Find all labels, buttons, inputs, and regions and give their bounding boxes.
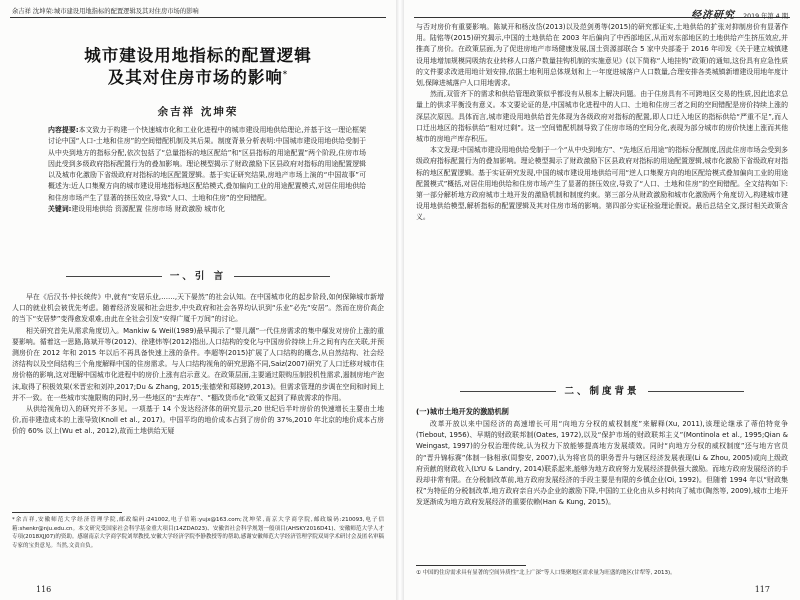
keywords-label: 关键词: xyxy=(48,205,72,214)
body-paragraph: 本文发现:中国城市建设用地供给受制于一个“从中央到地方”、“先地区后用途”的指标分配制度,因此住房市场会受到多级政府指标配置行为的叠加影响。理论模型揭示了财政激励下区县政府对指标的用途配置逻辑,城市化激励下省级政府对指标的地区配置逻辑。基于实证研究发现,中国的城市建设用地供给可用“逆人口集聚方向的地区配给模式叠加偏向工业的用途配置模式”概括,对居住用地供给和住房市场产生了显著的挤压效应,导致了“人口、土地和住房”的空间错配。全文结构如下:第一部分解析地方政府城市土地开发的激励机制和制度约束。第三部分从财政激励和城市化激励两个角度切入,构建城市建设用地供给模型,解析指标的配置逻辑及其对住房市场的影响。第四部分实证检验理论假说。最后总结全文,探讨相关政策含义。 xyxy=(416,146,788,222)
journal-name: 经济研究 xyxy=(691,10,736,21)
background-body xyxy=(416,404,788,509)
body-paragraph: 与否对房价有重要影响。陈斌开和杨汝岱(2013)以及范剑勇等(2015)的研究都证实,土地供给的扩张对抑制房价有显著作用。陆铭等(2015)研究揭示,中国的土地供给在 2003 年后偏向了中西部地区,从而对东部地区的土地供给产生挤压效应,并推高了房价。在政策层面,为了促进房地产市场健康发展,国土资源部联合 5 家中央部委于 2016 年印发《关于建立城镇建设用地增加规模同吸纳农业转移人口落户数量挂钩机制的实施意见》(以下简称“人地挂钩”政策)的通知,这份具有应急性质的文件要求改进用地计划安排,依据土地利用总体规划和上一年度进城落户人口数量,合理安排各类城镇新增建设用地年度计划,保障进城落户人口用地需求。 xyxy=(416,23,788,88)
author-footnote: *余吉祥,安徽师范大学经济管理学院,邮政编码:241002,电子信箱:yujx@163.com;沈坤荣,南京大学商学院,邮政编码:210093,电子信箱:shenkr@nju.edu.cn。本文研究受国家社会科学基金重大项目(14ZDA023)、安徽省社会科学规划一般项目(AHSKY2016D41)、安徽师范大学人才专项(2018XJJ07)的资助。感谢南京大学商学院刘翠教授,安徽大学经济学院李静教授等的帮助,感谢安徽师范大学经济管理学院双周学术研讨会及匿名审稿专家的宝贵意见。当然,文责自负。 xyxy=(12,517,384,549)
section-title-intro xyxy=(0,268,396,282)
page-footnote: ① 中国的住房需求具有显著的空间异质性“北上广深”等人口集聚地区需求量为旺盛的地区(甘犁等, 2013)。 xyxy=(416,570,676,576)
continued-body xyxy=(416,22,788,224)
section-rule-left xyxy=(460,391,556,392)
article-title-line1: 城市建设用地指标的配置逻辑 xyxy=(84,46,312,65)
intro-paragraph: 从供给视角切入的研究并不多见。一项基于 14 个发达经济体的研究显示,20 世纪后半叶房价的快速增长主要由土地价,而非建造成本的上涨导致(Knoll et al., 2017)。中国平均的地价成本占到了房价的 37%,2010 年北京的地价成本占房价的 60% 以上(Wu et al., 2012),故而土地供给无疑 xyxy=(12,405,384,436)
body-paragraph: 改革开放以来中国经济的高速增长可用“向地方分权的威权制度”来解释(Xu, 2011),该理论继承了蒂伯特竞争(Tiebout, 1956)、早期的财政联邦制(Oates, 1972),以及“保护市场的财政联邦主义”(Montinola et al., 1995;Qian & Weingast, 1997)的分权治理传统,认为权力下放能够提高地方发展绩效。同时“向地方分权的威权制度”还与地方官员的“晋升锦标赛”体制一脉相承(周黎安, 2007),认为将官员的职务晋升与辖区经济发展表现(Li & Zhou, 2005)或向上级政府贡献的财政收入(LYU & Landry, 2014)联系起来,能够为地方政府努力发展经济提供强大激励。而地方政府发展经济的手段却非常有限。在分税制改革前,地方政府发展经济的手段主要是有限的乡镇企业(Oi, 1992)。但随着 1994 年以“财政集权”为特征的分税制改革,地方政府亲自兴办企业的激励下降,中国的工业化由从乡村转向了城市(陶然等, 2009),城市土地开发逐渐成为地方政府发展经济的重要依赖(Han & Kung, 2015)。 xyxy=(416,420,788,507)
abstract xyxy=(48,125,366,215)
section-title-intro-text: 一、引 言 xyxy=(169,271,227,282)
left-page xyxy=(0,0,396,600)
keywords-text: 建设用地供给 资源配置 住房市场 财政激励 城市化 xyxy=(71,205,225,214)
article-title-line2 xyxy=(0,64,396,88)
abstract-text: 本文致力于构建一个快速城市化和工业化进程中的城市建设用地供给理论,并基于这一理论框架讨论中国“人口-土地和住房”的空间错配机制及其后果。制度背景分析表明:中国城市建设用地供给受制于从中央到地方的指标分配,依次包括了“总量指标的地区配给”和“区县指标的用途配置”两个阶段,住房市场因此受到多级政府指标配置行为的叠加影响。理论模型揭示了财政激励下区县政府对指标的用途配置逻辑以及城市化激励下省级政府对指标的地区配置逻辑。基于实证研究结果,房地产市场上演的“中国故事”可概述为:近人口集聚方向的城市建设用地指标地区配给模式,叠加偏向工业的用途配置模式,对居住用地供给和住房市场产生了显著的挤压效应,导致“人口、土地和住房”的空间错配。 xyxy=(48,126,366,202)
page-number: 116 xyxy=(36,585,52,594)
title-footnote-mark: * xyxy=(282,68,289,79)
authors: 余吉祥 沈坤荣 xyxy=(157,106,239,118)
section-rule-left xyxy=(66,276,162,277)
body-paragraph: 然而,双管齐下的需求和供给管理政策似乎都没有从根本上解决问题。由于住房具有不可跨地区交易的性质,因此追求总量上的供求平衡没有意义。本文要论证的是,中国城市化进程中的人口、土地和住房三者之间的空间错配是房价持续上涨的深层次原因。具体而言,城市建设用地供给首先体现为各级政府对指标的配置,即人口迁入地区的指标供给“严重不足”,而人口迁出地区的指标供给“相对过剩”。这一空间错配机制导致了住房市场的空间分化,表现为部分城市的房价快速上涨而其他城市的房地产库存积压。 xyxy=(416,90,788,144)
book-gutter xyxy=(396,0,404,600)
right-page xyxy=(404,0,800,600)
header-rule xyxy=(10,17,386,18)
running-head: 余吉祥 沈坤荣:城市建设用地指标的配置逻辑及其对住房市场的影响 xyxy=(12,8,199,15)
intro-paragraph: 相关研究首先从需求角度切入。Mankiw & Weil(1989)最早揭示了“婴儿潮”一代住房需求的集中爆发对房价上涨的重要影响。循着这一思路,陈斌开等(2012)、徐建炜等(2012)指出,人口结构的变化与中国房价持续上升之间有内在关联,并预测房价在 2012 年和 2015 年以后不再具备快速上涨的条件。李超等(2015)扩展了人口结构的概念,从自然结构、社会经济结构以及空间结构三个角度解释中国的住房需求。与人口结构视角的研究思路不同,Saiz(2007)研究了人口迁移对城市住房价格的影响,这对理解中国城市化进程中的房价上涨有启示意义。在政策层面,主要通过限购压制投机性需求,遏制房地产泡沫,取得了积极效果(米晋宏和刘冲,2017;Du & Zhang, 2015;张德荣和郑晓婷,2013)。但需求管理的步调在空间和时间上并不一致。在一些城市实施限购的同时,另一些地区的“去库存”、“棚改货币化”政策又起到了释放需求的作用。 xyxy=(12,326,384,402)
section-rule-right xyxy=(234,276,330,277)
section-title-background xyxy=(404,383,800,397)
intro-body xyxy=(12,292,384,438)
subsection-title: (一)城市土地开发的激励机制 xyxy=(416,407,509,416)
footnote-rule xyxy=(416,565,526,566)
section-rule-right xyxy=(648,391,744,392)
footnote-rule xyxy=(12,512,122,513)
abstract-label: 内容提要: xyxy=(48,126,79,134)
abstract-paragraph xyxy=(48,125,366,204)
journal-issue: 2019 年第 4 期 xyxy=(743,13,788,20)
section-title-background-text: 二、制度背景 xyxy=(564,386,640,397)
journal-header xyxy=(691,6,788,21)
page-number: 117 xyxy=(754,585,770,594)
keywords xyxy=(48,204,366,215)
intro-paragraph: 早在《后汉书·仲长统传》中,就有“安居乐业,……,天下晏然”的社会认知。在中国城市化的起步阶段,如何保障城市新增人口的就业机会被优先考虑。随着经济发展和社会进步,中央政府和社会各界均认识到“乐业”必先“安居”。然而在房价高企的当下“安居梦”变得愈发艰难,由此在全社会引发“安得广厦千万间”的讨论。 xyxy=(12,293,384,324)
header-rule xyxy=(414,17,790,18)
article-title-line2-text: 及其对住房市场的影响 xyxy=(107,68,283,87)
